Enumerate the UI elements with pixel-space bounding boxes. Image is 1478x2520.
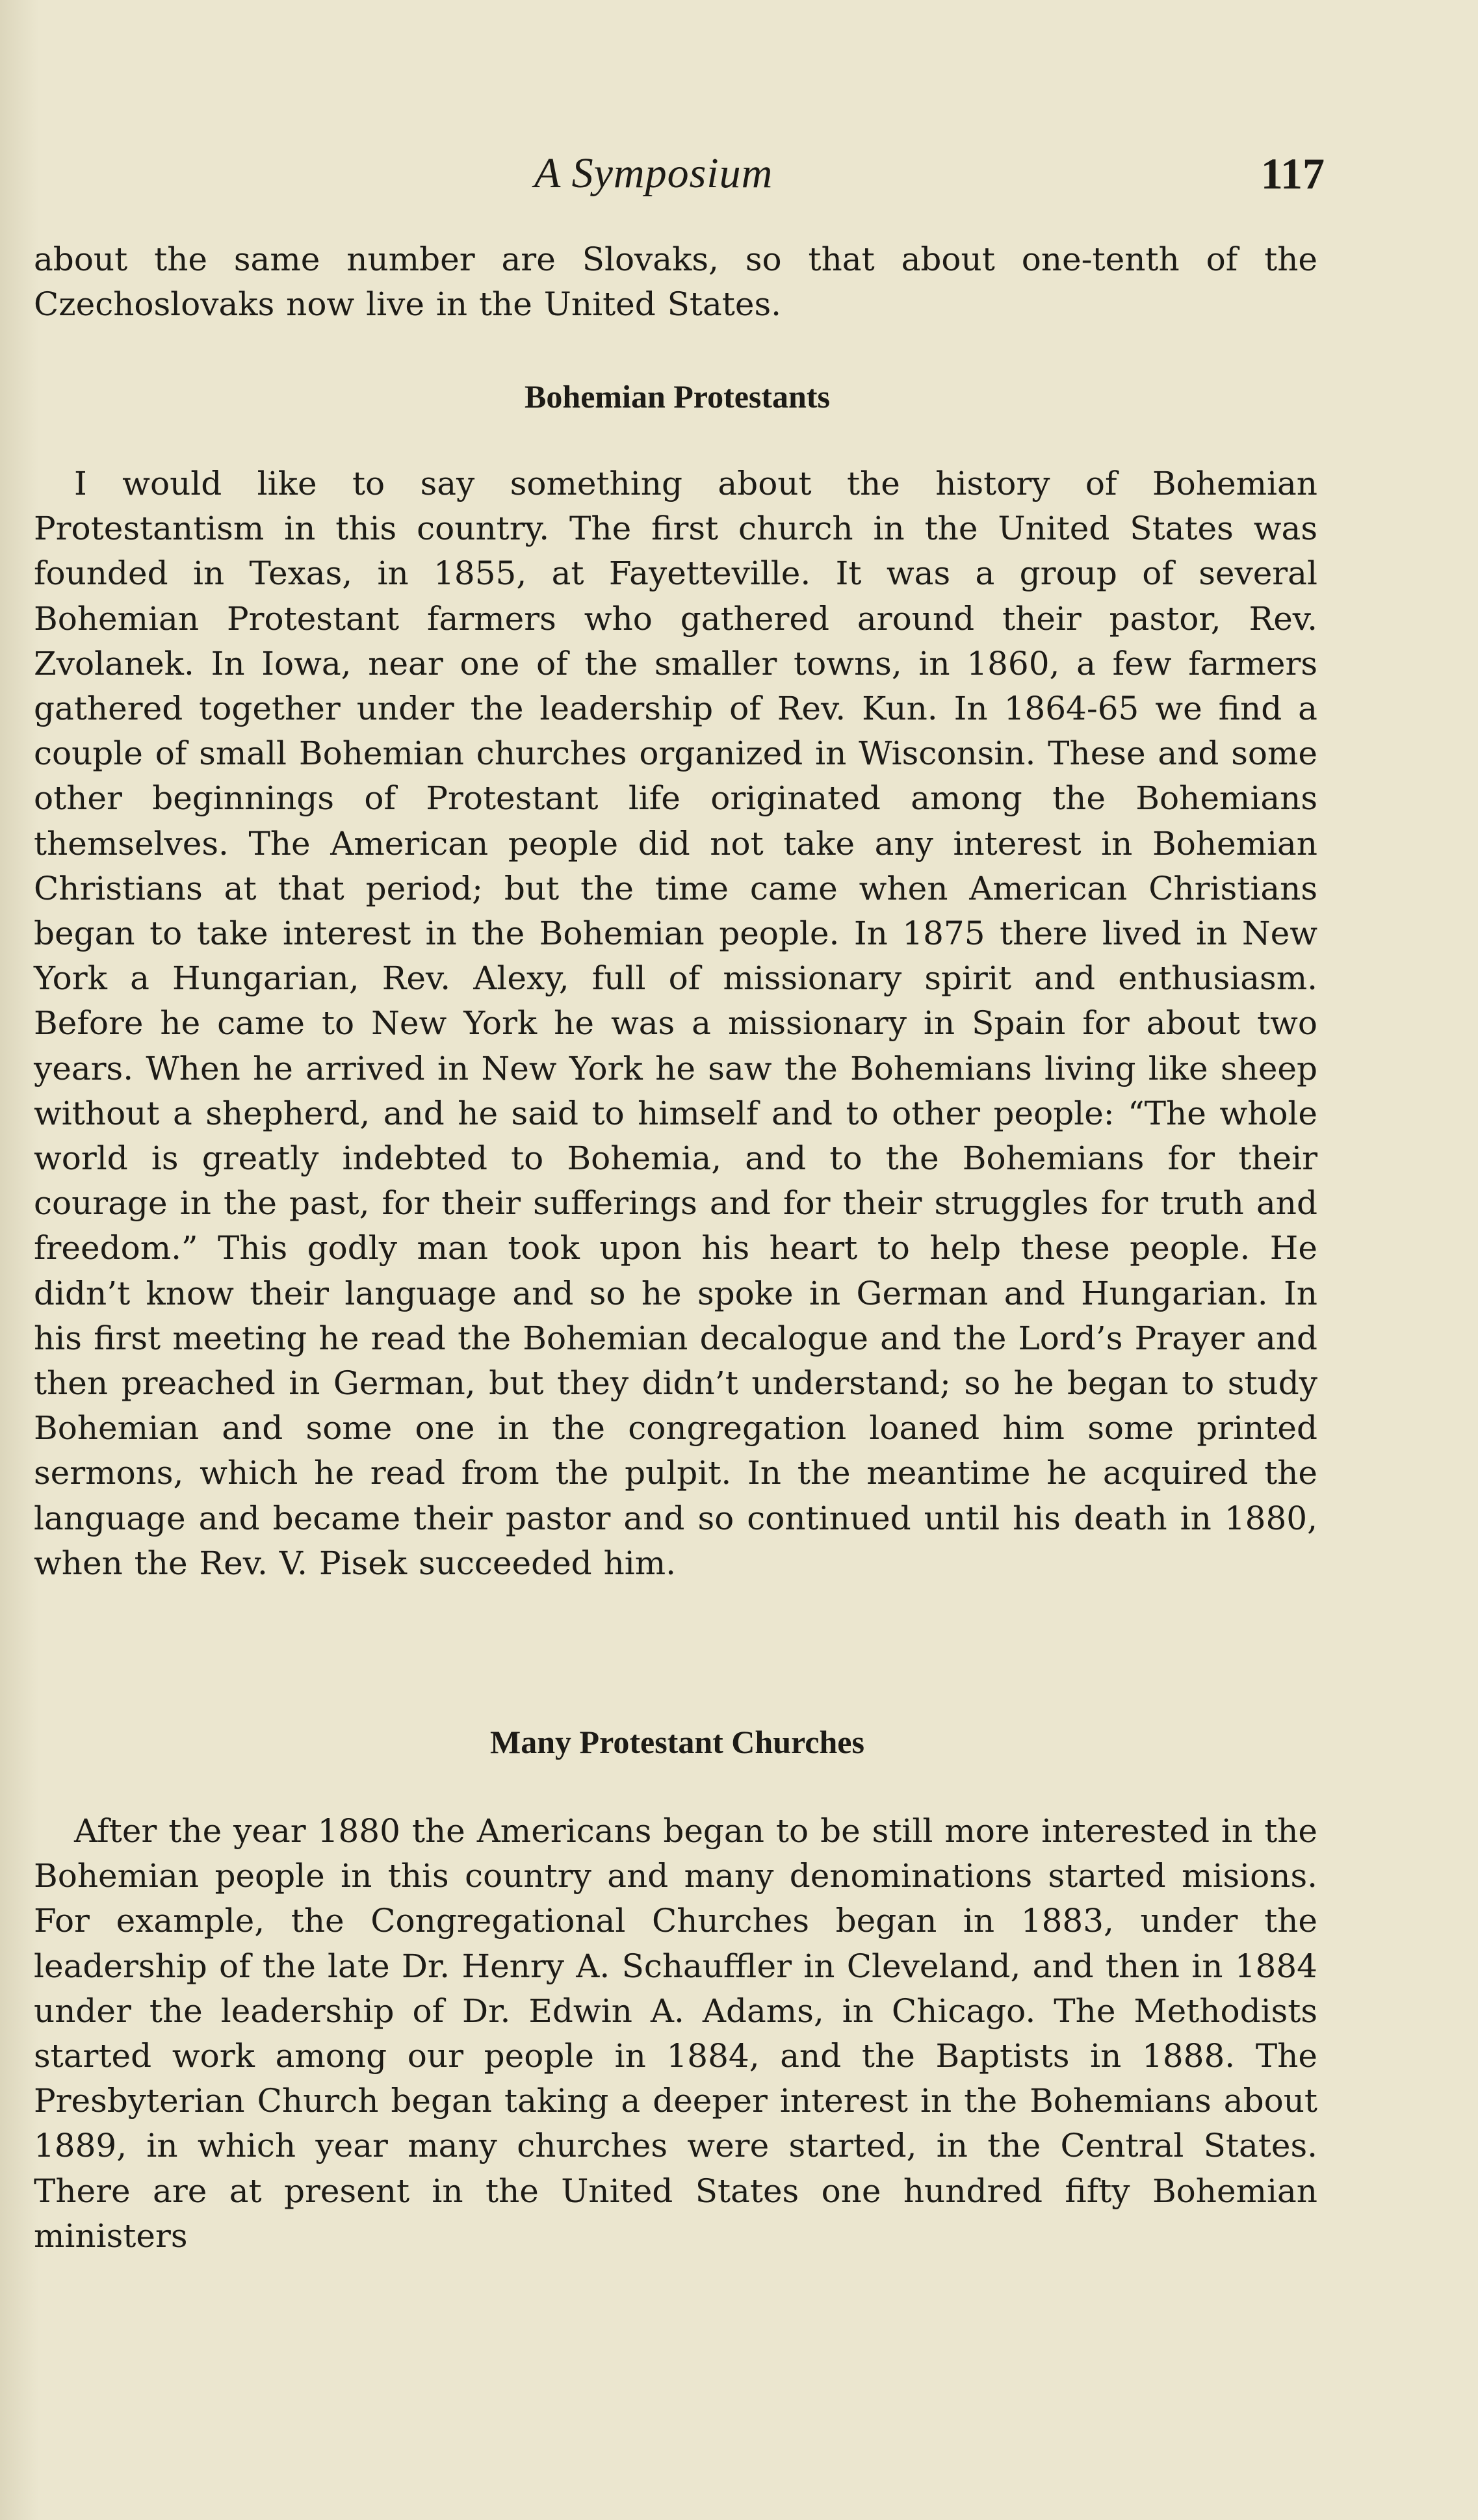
- section-body-bohemian-protestants: [34, 461, 1317, 1586]
- running-head: [34, 144, 1325, 203]
- section-heading-many-protestant-churches: Many Protestant Churches: [490, 1724, 864, 1760]
- page-number: 117: [1260, 149, 1325, 198]
- body-paragraph: After the year 1880 the Americans began to be still more interested in the Bohemian people in this country and many denominations started misions. For example, the Congregational Churches began in 1883, under the leadership of the late Dr. Henry A. Schauffler in Cleveland, and then in 1884 under the leadership of Dr. Edwin A. Adams, in Chicago. The Methodists started work among our people in 1884, and the Baptists in 1888. The Presbyterian Church began taking a deeper interest in the Bohemians about 1889, in which year many churches were started, in the Central States. There are at present in the United States one hundred fifty Bohemian ministers: [34, 1812, 1317, 2255]
- running-title: A Symposium: [534, 149, 773, 197]
- section-heading-bohemian-protestants: Bohemian Protestants: [525, 378, 830, 415]
- intro-paragraph: about the same number are Slovaks, so that about one-tenth of the Czechoslovaks now live in the United States.: [34, 240, 1317, 324]
- body-paragraph: I would like to say something about the history of Bohemian Protestantism in this country. The first church in the United States was founded in Texas, in 1855, at Fayetteville. It was a group of several Bohemian Protestant farmers who gathered around their pastor, Rev. Zvolanek. In Iowa, near one of the smaller towns, in 1860, a few farmers gathered together under the leadership of Rev. Kun. In 1864-65 we find a couple of small Bohemian churches organized in Wisconsin. These and some other beginnings of Protestant life originated among the Bohemians themselves. The American people did not take any interest in Bohemian Christians at that period; but the time came when American Christians began to take interest in the Bohemian people. In 1875 there lived in New York a Hungarian, Rev. Alexy, full of missionary spirit and enthusiasm. Before he came to New York he was a missionary in Spain for about two years. When he arrived in New York he saw the Bohemians living like sheep without a shepherd, and he said to himself and to other people: “The whole world is greatly indebted to Bohemia, and to the Bohemians for their courage in the past, for their sufferings and for their struggles for truth and freedom.” This godly man took upon his heart to help these people. He didn’t know their language and so he spoke in German and Hungarian. In his first meeting he read the Bohemian decalogue and the Lord’s Prayer and then preached in German, but they didn’t understand; so he began to study Bohemian and some one in the congregation loaned him some printed sermons, which he read from the pulpit. In the meantime he acquired the language and became their pastor and so continued until his death in 1880, when the Rev. V. Pisek succeeded him.: [34, 465, 1317, 1582]
- intro-paragraph-block: [34, 237, 1317, 327]
- section-body-many-protestant-churches: [34, 1809, 1317, 2259]
